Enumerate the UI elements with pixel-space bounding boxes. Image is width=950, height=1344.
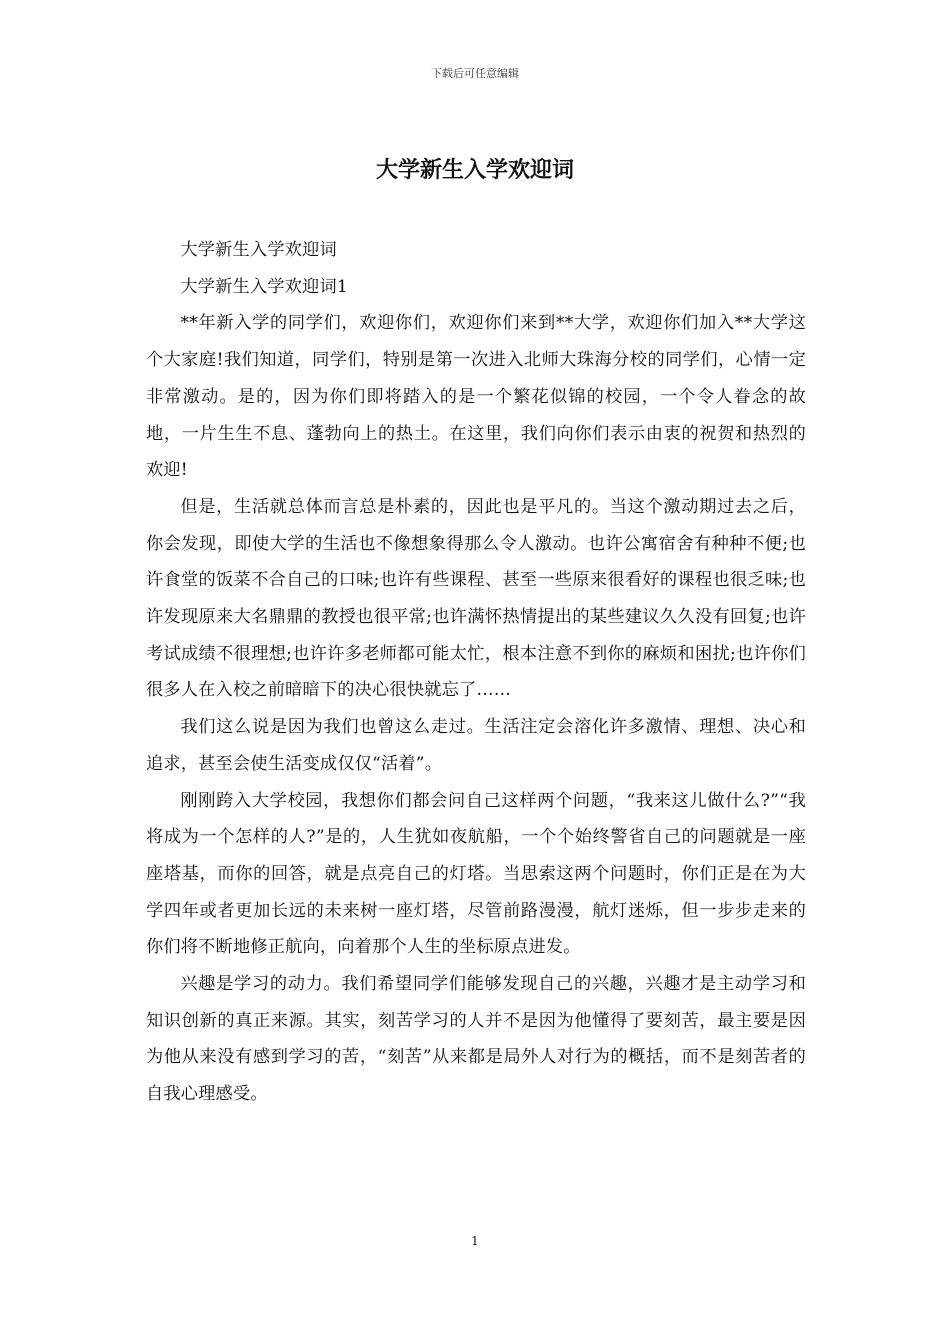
header-note: 下载后可任意编辑 [431,67,519,80]
paragraph: **年新入学的同学们，欢迎你们，欢迎你们来到**大学，欢迎你们加入**大学这个大家庭!我们知道，同学们，特别是第一次进入北师大珠海分校的同学们，心情一定非常激动。是的，因为你们即将踏入的是一个繁花似锦的校园，一个令人眷念的故地，一片生生不息、蓬勃向上的热土。在这里，我们向你们表示由衷的祝贺和热烈的欢迎! [146,313,806,481]
document-body [146,232,806,1113]
paragraph: 兴趣是学习的动力。我们希望同学们能够发现自己的兴趣，兴趣才是主动学习和知识创新的真正来源。其实，刻苦学习的人并不是因为他懂得了要刻苦，最主要是因为他从来没有感到学习的苦，“刻苦”从来都是局外人对行为的概括，而不是刻苦者的自我心理感受。 [146,974,806,1105]
page-number: 1 [471,1234,479,1248]
paragraph: 但是，生活就总体而言总是朴素的，因此也是平凡的。当这个激动期过去之后，你会发现，即使大学的生活也不像想象得那么令人激动。也许公寓宿舍有种种不便;也许食堂的饭菜不合自己的口味;也许有些课程、甚至一些原来很看好的课程也很乏味;也许发现原来大名鼎鼎的教授也很平常;也许满怀热情提出的某些建议久久没有回复;也许考试成绩不很理想;也许许多老师都可能太忙，根本注意不到你的麻烦和困扰;也许你们很多人在入校之前暗暗下的决心很快就忘了…… [146,496,806,701]
paragraph-subtitle: 大学新生入学欢迎词 [180,240,337,260]
paragraph: 我们这么说是因为我们也曾这么走过。生活注定会溶化许多激情、理想、决心和追求，甚至会使生活变成仅仅“活着”。 [146,717,806,774]
paragraph: 刚刚跨入大学校园，我想你们都会问自己这样两个问题，“我来这儿做什么?”“我将成为一个怎样的人?”是的，人生犹如夜航船，一个个始终警省自己的问题就是一座座塔基，而你的回答，就是点亮自己的灯塔。当思索这两个问题时，你们正是在为大学四年或者更加长远的未来树一座灯塔，尽管前路漫漫，航灯迷烁，但一步步走来的你们将不断地修正航向，向着那个人生的坐标原点进发。 [146,790,806,958]
document-title: 大学新生入学欢迎词 [375,157,574,183]
paragraph-section-heading: 大学新生入学欢迎词1 [180,276,349,297]
